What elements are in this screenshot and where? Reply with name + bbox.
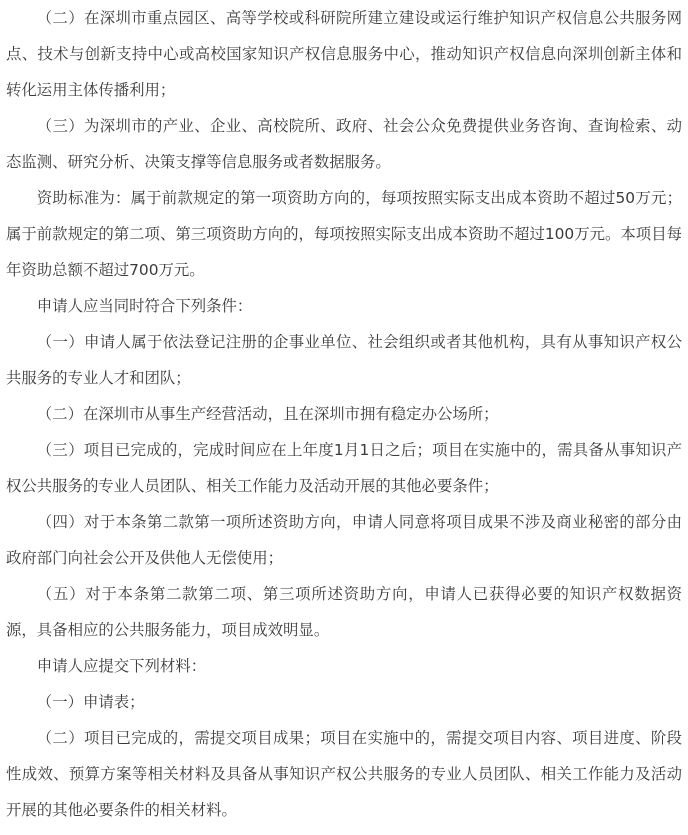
paragraph-eligibility-5: （五）对于本条第二款第二项、第三项所述资助方向，申请人已获得必要的知识产权数据资源，具备相应的公共服务能力，项目成效明显。 (6, 585, 682, 639)
paragraph-materials-heading: 申请人应提交下列材料： (36, 657, 207, 675)
paragraph-materials-1: （一）申请表； (36, 693, 145, 711)
paragraph-eligibility-2: （二）在深圳市从事生产经营活动，且在深圳市拥有稳定办公场所； (36, 405, 499, 423)
paragraph-materials-2: （二）项目已完成的，需提交项目成果；项目在实施中的，需提交项目内容、项目进度、阶段性成效、预算方案等相关材料及具备从事知识产权公共服务的专业人员团队、相关工作能力及活动开展的其他必要条件的相关材料。 (6, 729, 682, 819)
paragraph-funding-standard: 资助标准为：属于前款规定的第一项资助方向的，每项按照实际支出成本资助不超过50万元；属于前款规定的第二项、第三项资助方向的，每项按照实际支出成本资助不超过100万元。本项目每年资助总额不超过700万元。 (6, 189, 682, 279)
paragraph-eligibility-3: （三）项目已完成的，完成时间应在上年度1月1日之后；项目在实施中的，需具备从事知识产权公共服务的专业人员团队、相关工作能力及活动开展的其他必要条件； (6, 441, 682, 495)
paragraph-service-outlets: （二）在深圳市重点园区、高等学校或科研院所建立建设或运行维护知识产权信息公共服务网点、技术与创新支持中心或高校国家知识产权信息服务中心，推动知识产权信息向深圳创新主体和转化运用主体传播利用； (6, 9, 682, 99)
paragraph-free-services: （三）为深圳市的产业、企业、高校院所、政府、社会公众免费提供业务咨询、查询检索、动态监测、研究分析、决策支撑等信息服务或者数据服务。 (6, 117, 682, 171)
paragraph-eligibility-1: （一）申请人属于依法登记注册的企事业单位、社会组织或者其他机构，具有从事知识产权公共服务的专业人才和团队； (6, 333, 682, 387)
paragraph-eligibility-heading: 申请人应当同时符合下列条件： (36, 297, 253, 315)
paragraph-eligibility-4: （四）对于本条第二款第一项所述资助方向，申请人同意将项目成果不涉及商业秘密的部分由政府部门向社会公开及供他人无偿使用； (6, 513, 682, 567)
